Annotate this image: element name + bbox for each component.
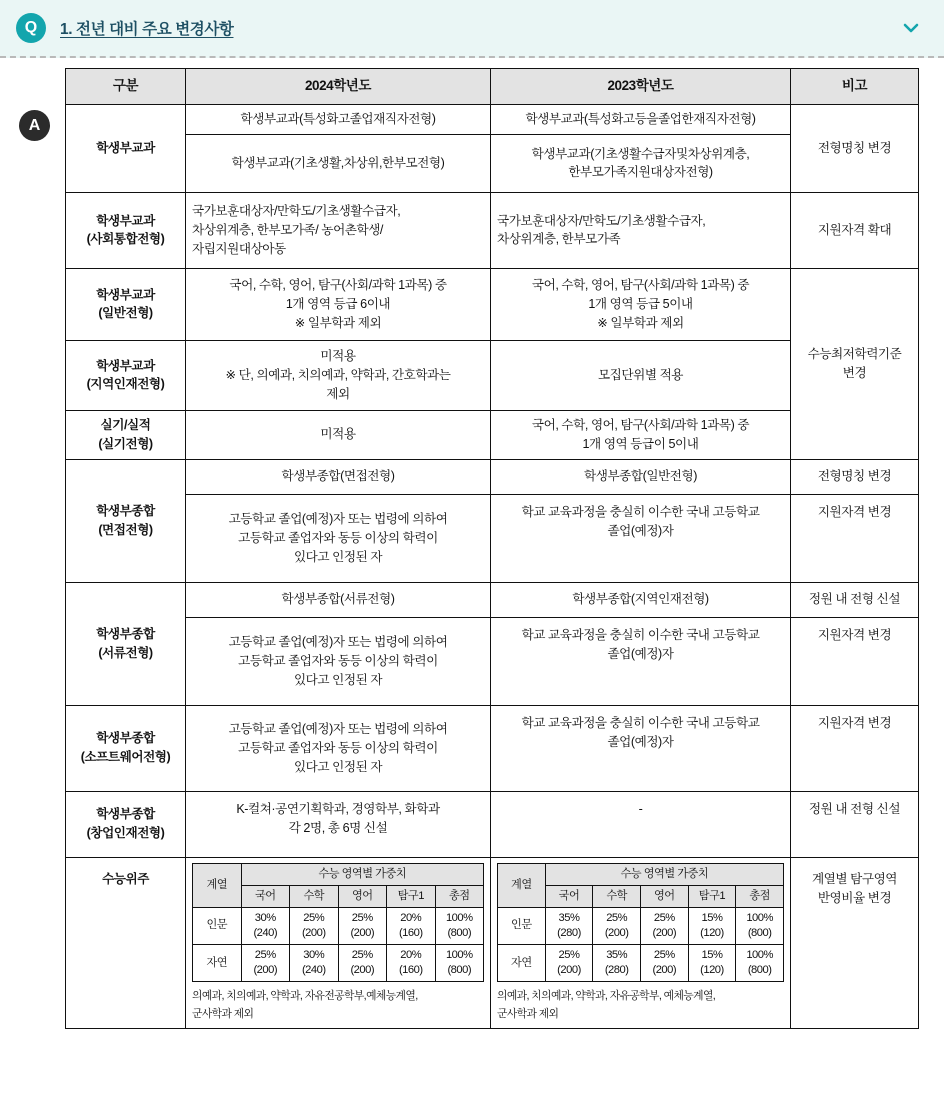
csat-subject-header: 수학 <box>290 885 339 907</box>
csat-corner-label: 계열 <box>193 863 242 907</box>
csat-value-cell <box>688 945 736 982</box>
table-row <box>66 705 919 791</box>
answer-badge: A <box>19 110 50 141</box>
csat-value-cell <box>688 907 736 944</box>
csat-series-label: 자연 <box>193 945 242 982</box>
cell-2024: 고등학교 졸업(예정)자 또는 법령에 의하여 고등학교 졸업자와 동등 이상의 학력이 있다고 인정된 자 <box>186 705 491 791</box>
cell-2023: 모집단위별 적용 <box>491 340 791 410</box>
cell-2023: - <box>491 791 791 857</box>
cell-2024: 국어, 수학, 영어, 탐구(사회/과학 1과목) 중 1개 영역 등급 6이내 ※ 일부학과 제외 <box>186 268 491 340</box>
row-label: 실기/실적 (실기전형) <box>66 410 186 459</box>
cell-2024: 국가보훈대상자/만학도/기초생활수급자, 차상위계층, 한부모가족/ 농어촌학생/ 자립지원대상아동 <box>186 192 491 268</box>
table-row <box>66 582 919 617</box>
cell-2023: 학생부교과(기초생활수급자및차상위계층, 한부모가족지원대상자전형) <box>491 134 791 192</box>
csat-value-cell <box>241 945 290 982</box>
csat-percent: 30% <box>254 911 276 924</box>
csat-subject-header: 국어 <box>241 885 290 907</box>
cell-2024: 고등학교 졸업(예정)자 또는 법령에 의하여 고등학교 졸업자와 동등 이상의 학력이 있다고 인정된 자 <box>186 494 491 582</box>
csat-group-header: 수능 영역별 가중치 <box>545 863 783 885</box>
column-header-category: 구분 <box>66 69 186 105</box>
csat-points: (800) <box>747 964 772 977</box>
csat-weight-cell-2023 <box>491 857 791 1028</box>
csat-points: (240) <box>301 964 326 977</box>
row-label: 학생부종합 (면접전형) <box>66 459 186 582</box>
table-row <box>66 459 919 494</box>
csat-percent: 100% <box>746 911 773 924</box>
column-header-2024: 2024학년도 <box>186 69 491 105</box>
csat-series-label: 인문 <box>498 907 546 944</box>
csat-value-cell <box>338 945 387 982</box>
csat-percent: 25% <box>558 949 580 962</box>
csat-percent: 35% <box>558 911 580 924</box>
table-row <box>66 494 919 582</box>
csat-points: (200) <box>604 927 629 939</box>
row-label: 학생부종합 (소프트웨어전형) <box>66 705 186 791</box>
page-title[interactable]: 1. 전년 대비 주요 변경사항 <box>60 21 234 38</box>
cell-note: 지원자격 변경 <box>791 494 919 582</box>
question-badge: Q <box>16 13 46 43</box>
csat-percent: 20% <box>400 911 422 924</box>
cell-note: 전형명칭 변경 <box>791 105 919 193</box>
answer-area <box>0 68 944 1029</box>
csat-percent: 15% <box>701 949 723 962</box>
csat-value-cell <box>593 945 641 982</box>
csat-value-cell <box>545 945 593 982</box>
csat-percent: 25% <box>653 949 675 962</box>
cell-2024: K-컬쳐·공연기획학과, 경영학부, 화학과 각 2명, 총 6명 신설 <box>186 791 491 857</box>
csat-percent: 25% <box>653 911 675 924</box>
csat-points: (160) <box>398 927 423 939</box>
csat-weight-cell-2024 <box>186 857 491 1028</box>
csat-value-cell <box>290 945 339 982</box>
csat-points: (240) <box>253 927 278 939</box>
csat-points: (200) <box>301 927 326 939</box>
csat-data-row <box>193 907 484 944</box>
csat-value-cell <box>290 907 339 944</box>
csat-subject-header: 영어 <box>338 885 387 907</box>
csat-subject-header: 총점 <box>736 885 784 907</box>
cell-2024: 고등학교 졸업(예정)자 또는 법령에 의하여 고등학교 졸업자와 동등 이상의 학력이 있다고 인정된 자 <box>186 617 491 705</box>
table-row <box>66 268 919 340</box>
csat-data-row <box>193 945 484 982</box>
cell-2023: 국가보훈대상자/만학도/기초생활수급자, 차상위계층, 한부모가족 <box>491 192 791 268</box>
cell-note: 지원자격 변경 <box>791 705 919 791</box>
csat-points: (200) <box>652 927 677 939</box>
row-label: 수능위주 <box>66 857 186 1028</box>
csat-points: (800) <box>747 927 772 939</box>
csat-weight-table-2024 <box>192 863 484 983</box>
csat-corner-label: 계열 <box>498 863 546 907</box>
csat-group-header-row <box>498 863 784 885</box>
cell-2024: 학생부교과(기초생활,차상위,한부모전형) <box>186 134 491 192</box>
csat-points: (200) <box>557 964 581 977</box>
csat-subject-header: 국어 <box>545 885 593 907</box>
table-row <box>66 105 919 135</box>
csat-value-cell <box>338 907 387 944</box>
csat-group-header: 수능 영역별 가중치 <box>241 863 484 885</box>
csat-points: (160) <box>398 964 423 977</box>
row-label: 학생부종합 (서류전형) <box>66 582 186 705</box>
csat-value-cell <box>640 907 688 944</box>
csat-value-cell <box>736 907 784 944</box>
cell-2023: 학교 교육과정을 충실히 이수한 국내 고등학교 졸업(예정)자 <box>491 705 791 791</box>
csat-value-cell <box>736 945 784 982</box>
csat-exclusion-note: 의예과, 치의예과, 약학과, 자유공학부, 예체능계열, 군사학과 제외 <box>497 990 716 1020</box>
csat-points: (200) <box>652 964 677 977</box>
csat-points: (200) <box>350 964 375 977</box>
cell-2023: 학생부종합(지역인재전형) <box>491 582 791 617</box>
csat-percent: 100% <box>445 949 473 962</box>
csat-percent: 25% <box>303 911 325 924</box>
cell-2024: 학생부종합(서류전형) <box>186 582 491 617</box>
cell-note: 지원자격 변경 <box>791 617 919 705</box>
csat-percent: 100% <box>445 911 473 924</box>
csat-value-cell <box>387 945 436 982</box>
csat-value-cell <box>640 945 688 982</box>
csat-series-label: 자연 <box>498 945 546 982</box>
csat-subject-header: 탐구1 <box>688 885 736 907</box>
table-header-row <box>66 69 919 105</box>
csat-subject-header: 총점 <box>435 885 484 907</box>
csat-subject-header: 영어 <box>640 885 688 907</box>
chevron-down-icon[interactable] <box>900 17 922 39</box>
cell-note: 정원 내 전형 신설 <box>791 582 919 617</box>
cell-2023: 학생부교과(특성화고등을졸업한재직자전형) <box>491 105 791 135</box>
csat-points: (280) <box>604 964 629 977</box>
csat-percent: 25% <box>254 949 276 962</box>
csat-percent: 20% <box>400 949 422 962</box>
csat-value-cell <box>387 907 436 944</box>
csat-series-label: 인문 <box>193 907 242 944</box>
csat-points: (120) <box>700 927 724 939</box>
csat-points: (280) <box>557 927 581 939</box>
csat-percent: 25% <box>606 911 628 924</box>
cell-2023: 국어, 수학, 영어, 탐구(사회/과학 1과목) 중 1개 영역 등급이 5이내 <box>491 410 791 459</box>
changes-comparison-table <box>65 68 919 1029</box>
table-row <box>66 791 919 857</box>
csat-data-row <box>498 945 784 982</box>
row-label: 학생부교과 <box>66 105 186 193</box>
row-label: 학생부교과 (사회통합전형) <box>66 192 186 268</box>
csat-subject-header: 탐구1 <box>387 885 436 907</box>
cell-note: 지원자격 확대 <box>791 192 919 268</box>
cell-note: 계열별 탐구영역 반영비율 변경 <box>791 857 919 1028</box>
table-row <box>66 857 919 1028</box>
cell-2024: 학생부교과(특성화고졸업재직자전형) <box>186 105 491 135</box>
row-label: 학생부교과 (일반전형) <box>66 268 186 340</box>
cell-2024: 미적용 ※ 단, 의예과, 치의예과, 약학과, 간호학과는 제외 <box>186 340 491 410</box>
csat-percent: 30% <box>303 949 325 962</box>
csat-percent: 25% <box>351 949 373 962</box>
question-header-bar[interactable] <box>0 0 944 58</box>
csat-value-cell <box>241 907 290 944</box>
cell-2023: 국어, 수학, 영어, 탐구(사회/과학 1과목) 중 1개 영역 등급 5이내 ※ 일부학과 제외 <box>491 268 791 340</box>
cell-2024: 학생부종합(면접전형) <box>186 459 491 494</box>
csat-value-cell <box>593 907 641 944</box>
csat-points: (200) <box>253 964 278 977</box>
csat-points: (120) <box>700 964 724 977</box>
cell-2024: 미적용 <box>186 410 491 459</box>
csat-percent: 15% <box>701 911 723 924</box>
csat-value-cell <box>435 945 484 982</box>
csat-data-row <box>498 907 784 944</box>
csat-percent: 100% <box>746 949 773 962</box>
column-header-note: 비고 <box>791 69 919 105</box>
cell-2023: 학교 교육과정을 충실히 이수한 국내 고등학교 졸업(예정)자 <box>491 617 791 705</box>
csat-percent: 35% <box>606 949 628 962</box>
row-label: 학생부종합 (창업인재전형) <box>66 791 186 857</box>
row-label: 학생부교과 (지역인재전형) <box>66 340 186 410</box>
column-header-2023: 2023학년도 <box>491 69 791 105</box>
cell-note: 전형명칭 변경 <box>791 459 919 494</box>
csat-points: (800) <box>447 964 472 977</box>
table-row <box>66 192 919 268</box>
csat-exclusion-note: 의예과, 치의예과, 약학과, 자유전공학부,예체능계열, 군사학과 제외 <box>192 990 418 1020</box>
csat-subject-header: 수학 <box>593 885 641 907</box>
csat-percent: 25% <box>351 911 373 924</box>
csat-group-header-row <box>193 863 484 885</box>
table-row <box>66 617 919 705</box>
cell-2023: 학교 교육과정을 충실히 이수한 국내 고등학교 졸업(예정)자 <box>491 494 791 582</box>
csat-points: (800) <box>447 927 472 939</box>
csat-weight-table-2023 <box>497 863 784 983</box>
cell-note: 수능최저학력기준 변경 <box>791 268 919 459</box>
cell-2023: 학생부종합(일반전형) <box>491 459 791 494</box>
cell-note: 정원 내 전형 신설 <box>791 791 919 857</box>
csat-value-cell <box>435 907 484 944</box>
csat-value-cell <box>545 907 593 944</box>
csat-points: (200) <box>350 927 375 939</box>
